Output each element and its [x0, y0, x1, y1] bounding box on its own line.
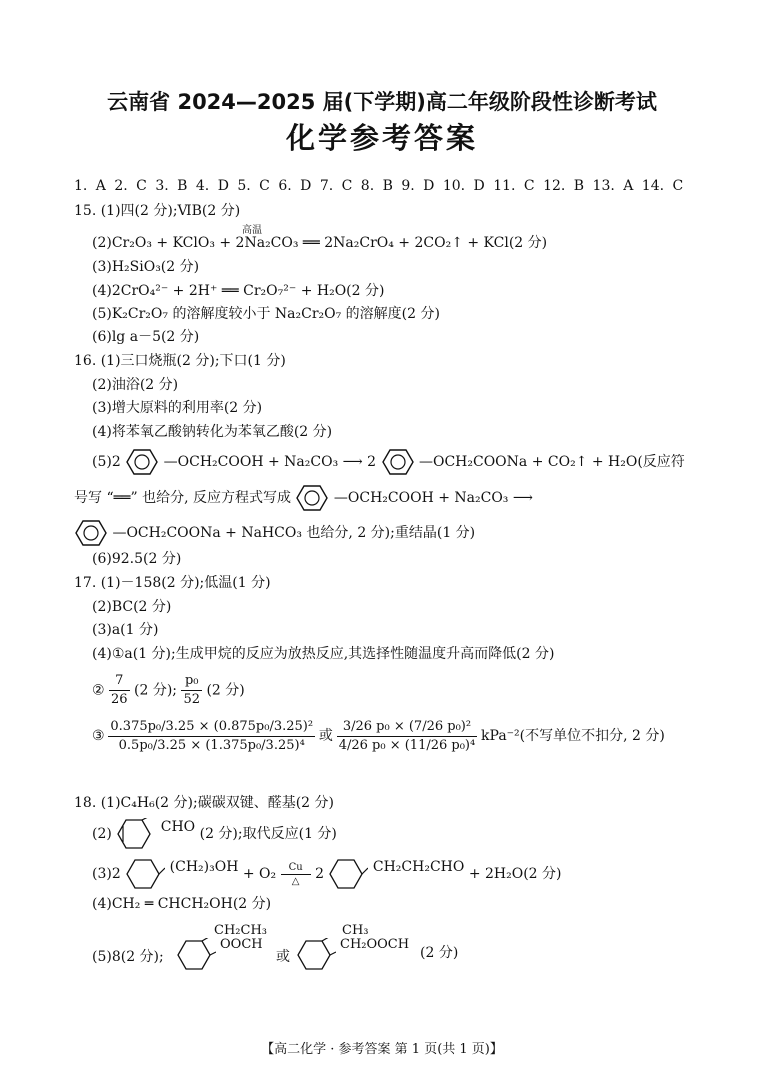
cyclohexane-ring-icon: [328, 858, 368, 890]
q16-line-8: (6)92.5(2 分): [92, 551, 182, 567]
cyclohexane-ring-icon: [296, 938, 336, 972]
q16-line-7: —OCH₂COONa + NaHCO₃ 也给分, 2 分);重结晶(1 分): [74, 519, 475, 547]
benzene-ring-icon: [295, 484, 329, 512]
benzene-ring-icon: [74, 519, 108, 547]
q18-line-2: (2) CHO (2 分);取代反应(1 分): [92, 818, 337, 850]
q18-line-1: 18. (1)C₄H₆(2 分);碳碳双键、醛基(2 分): [74, 795, 334, 811]
benzene-ring-icon: [381, 448, 415, 476]
q15-line-4: (4)2CrO₄²⁻ + 2H⁺ ══ Cr₂O₇²⁻ + H₂O(2 分): [92, 283, 385, 299]
multiple-choice-answers: 1. A 2. C 3. B 4. D 5. C 6. D 7. C 8. B 9. D 10. D 11. C 12. B 13. A 14. C: [74, 178, 684, 194]
cyclohexene-ring-icon: [116, 818, 156, 850]
q15-line-6: (6)lg a－5(2 分): [92, 329, 200, 345]
q16-line-5: (5)2 —OCH₂COOH + Na₂CO₃ ⟶ 2 —OCH₂COONa + CO₂↑ + H₂O(反应符: [92, 448, 685, 476]
q17-line-5: ② $\frac{7}{26}$ (2 分); $\frac{\text{p₀}}{52}$ (2 分): [92, 673, 245, 707]
q17-line-6: ③ $\frac{\text{0.375p₀/3.25 × (0.875p₀/3.25)²}}{\text{0.5p₀/3.25 × (1.375p₀/3.25)⁴}}$ 或 $\frac{\text{3/26 p₀ × (7/26 p₀)²}}{\text{4/26 p₀ × (11/26 p₀)⁴}}$ kPa⁻²(不写单位不扣分, 2 分): [92, 719, 665, 753]
q17-line-1: 17. (1)－158(2 分);低温(1 分): [74, 575, 271, 591]
q15-line-1: 15. (1)四(2 分);ⅥB(2 分): [74, 203, 241, 219]
title-line-1: 云南省 2024—2025 届(下学期)高二年级阶段性诊断考试: [107, 90, 657, 114]
q17-line-3: (3)a(1 分): [92, 622, 159, 638]
fraction-7-26: $\frac{7}{26}$: [111, 673, 128, 707]
fraction-p0-52: $\frac{\text{p₀}}{52}$: [183, 673, 201, 707]
q16-line-3: (3)增大原料的利用率(2 分): [92, 400, 263, 416]
q16-line-6: 号写 “══” 也给分, 反应方程式写成 —OCH₂COOH + Na₂CO₃ ⟶: [74, 484, 533, 512]
cyclohexane-ring-icon: [125, 858, 165, 890]
q15-line-3: (3)H₂SiO₃(2 分): [92, 259, 200, 275]
title-line-2: 化学参考答案: [285, 121, 478, 155]
q17-line-2: (2)BC(2 分): [92, 599, 172, 615]
benzene-ring-icon: [125, 448, 159, 476]
q18-line-3: (3)2 (CH₂)₃OH + O₂ Cu △ 2 CH₂CH₂CHO + 2H₂O(2 分): [92, 858, 561, 890]
q16-line-2: (2)油浴(2 分): [92, 377, 179, 393]
q15-line-5: (5)K₂Cr₂O₇ 的溶解度较小于 Na₂Cr₂O₇ 的溶解度(2 分): [92, 306, 440, 322]
q16-line-4: (4)将苯氧乙酸钠转化为苯氧乙酸(2 分): [92, 424, 333, 440]
cyclohexane-ring-icon: [176, 938, 216, 972]
q15-line-2-condition: 高温: [242, 225, 262, 236]
kp-expression-1: $\frac{\text{0.375p₀/3.25 × (0.875p₀/3.25)²}}{\text{0.5p₀/3.25 × (1.375p₀/3.25)⁴}}$: [110, 719, 314, 753]
q15-line-2: (2)Cr₂O₃ + KClO₃ + 2Na₂CO₃ ══ 2Na₂CrO₄ + 2CO₂↑ + KCl(2 分): [92, 235, 548, 251]
q16-line-1: 16. (1)三口烧瓶(2 分);下口(1 分): [74, 353, 286, 369]
q17-line-4: (4)①a(1 分);生成甲烷的反应为放热反应,其选择性随温度升高而降低(2 分): [92, 646, 555, 662]
kp-expression-2: $\frac{\text{3/26 p₀ × (7/26 p₀)²}}{\text{4/26 p₀ × (11/26 p₀)⁴}}$: [338, 719, 476, 753]
q18-line-4: (4)CH₂ ═ CHCH₂OH(2 分): [92, 896, 272, 912]
page-footer: 【高二化学 · 参考答案 第 1 页(共 1 页)】: [261, 1042, 503, 1057]
